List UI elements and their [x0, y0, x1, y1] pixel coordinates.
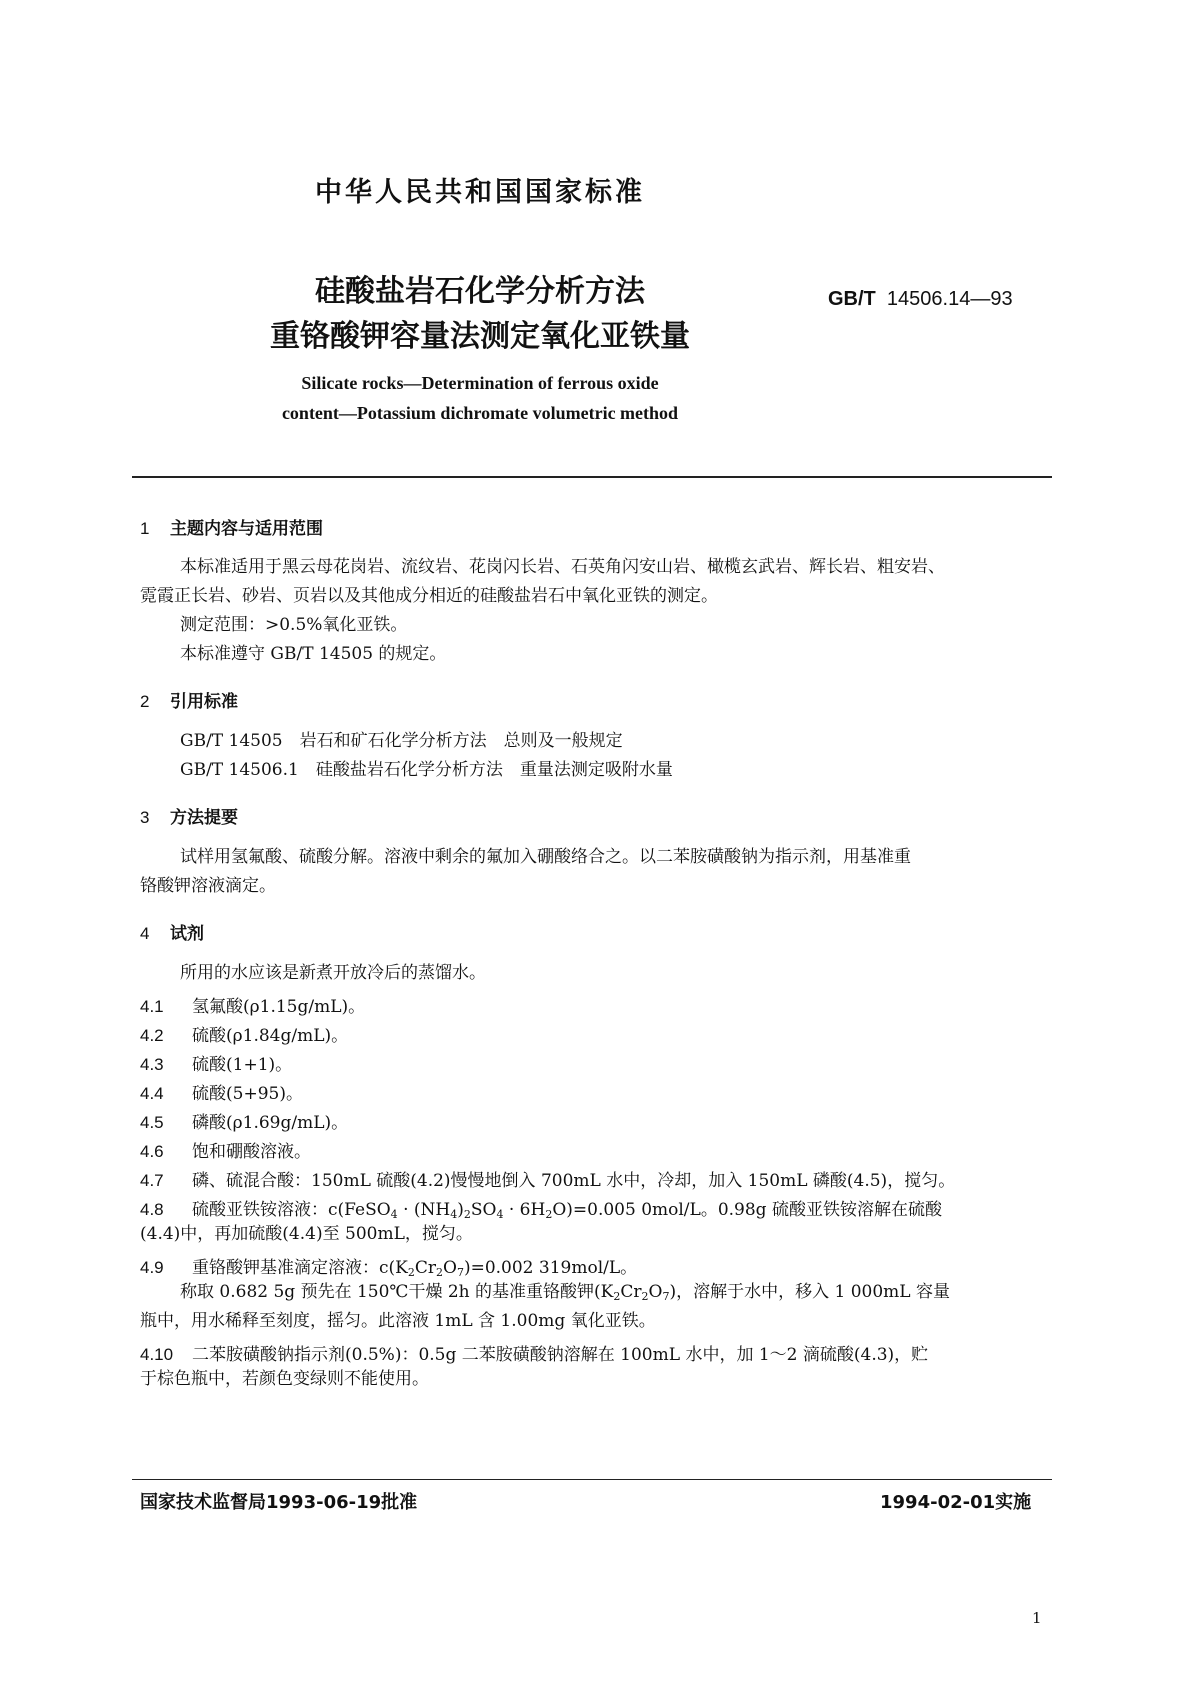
reagent-item: 4.5 磷酸(ρ1.69g/mL)。: [140, 1113, 349, 1133]
section-1-compliance: 本标准遵守 GB/T 14505 的规定。: [180, 644, 447, 664]
reagent-item-4-9: 4.9 重铬酸钾基准滴定溶液：$c(K_2Cr_2O_7)=0.002$ 319mol/L。: [140, 1258, 638, 1279]
section-2-heading: 2 引用标准: [140, 692, 238, 712]
title-chinese-line2: 重铬酸钾容量法测定氧化亚铁量: [270, 319, 690, 354]
reference-1: GB/T 14505 岩石和矿石化学分析方法 总则及一般规定: [180, 731, 623, 751]
reagent-item: 4.4 硫酸(5+95)。: [140, 1084, 303, 1104]
reagent-item: 4.6 饱和硼酸溶液。: [140, 1142, 311, 1162]
section-1-para1-line1: 本标准适用于黑云母花岗岩、流纹岩、花岗闪长岩、石英角闪安山岩、橄榄玄武岩、辉长岩、粗安岩、: [180, 557, 945, 577]
reagent-item: 4.1 氢氟酸(ρ1.15g/mL)。: [140, 997, 366, 1017]
approval-date: 国家技术监督局1993-06-19批准: [140, 1492, 418, 1513]
reagent-item-4-10-line2: 于棕色瓶中，若颜色变绿则不能使用。: [140, 1369, 429, 1389]
section-1-range: 测定范围：>0.5%氧化亚铁。: [180, 615, 408, 635]
title-english-line1: Silicate rocks—Determination of ferrous oxide: [301, 373, 659, 393]
reagent-item-4-10: 4.10 二苯胺磺酸钠指示剂(0.5%)：0.5g 二苯胺磺酸钠溶解在 100mL 水中，加 1～2 滴硫酸(4.3)，贮: [140, 1345, 929, 1365]
standard-number: GB/T 14506.14—93: [828, 288, 1013, 310]
reagent-item-4-9-line3: 瓶中，用水稀释至刻度，摇匀。此溶液 1mL 含 1.00mg 氧化亚铁。: [140, 1311, 656, 1331]
section-4-heading: 4 试剂: [140, 924, 204, 944]
reagent-item: 4.2 硫酸(ρ1.84g/mL)。: [140, 1026, 349, 1046]
section-4-intro: 所用的水应该是新煮开放冷后的蒸馏水。: [180, 963, 486, 983]
reagent-item-4-9-line2: 称取 0.682 5g 预先在 150℃干燥 2h 的基准重铬酸钾$(K_2Cr_2O_7)$，溶解于水中，移入 1 000mL 容量: [180, 1282, 950, 1303]
section-3-heading: 3 方法提要: [140, 808, 238, 828]
section-1-para1-line2: 霓霞正长岩、砂岩、页岩以及其他成分相近的硅酸盐岩石中氧化亚铁的测定。: [140, 586, 718, 606]
title-chinese-line1: 硅酸盐岩石化学分析方法: [315, 274, 645, 309]
national-standard-heading: 中华人民共和国国家标准: [315, 177, 645, 208]
reference-2: GB/T 14506.1 硅酸盐岩石化学分析方法 重量法测定吸附水量: [180, 760, 673, 780]
title-english-line2: content—Potassium dichromate volumetric method: [281, 403, 679, 423]
section-3-para-line2: 铬酸钾溶液滴定。: [140, 876, 276, 896]
reagent-item: 4.7 磷、硫混合酸：150mL 硫酸(4.2)慢慢地倒入 700mL 水中，冷却，加入 150mL 磷酸(4.5)，搅匀。: [140, 1171, 956, 1191]
header-divider: [132, 476, 1052, 478]
page-number: 1: [1032, 1609, 1042, 1627]
reagent-item: 4.3 硫酸(1+1)。: [140, 1055, 293, 1075]
reagent-item-4-8: 4.8 硫酸亚铁铵溶液：c(FeSO$_4$ · $(NH_4)_2SO_4 \cdot 6H_2O)=0.005$ 0mol/L。0.98g 硫酸亚铁铵溶解在硫酸: [140, 1200, 942, 1221]
reagent-item-4-8-line2: (4.4)中，再加硫酸(4.4)至 500mL，搅匀。: [140, 1224, 473, 1244]
effective-date: 1994-02-01实施: [880, 1492, 1032, 1513]
section-1-heading: 1 主题内容与适用范围: [140, 519, 323, 539]
footer-divider: [132, 1479, 1052, 1480]
section-3-para-line1: 试样用氢氟酸、硫酸分解。溶液中剩余的氟加入硼酸络合之。以二苯胺磺酸钠为指示剂，用基准重: [180, 847, 911, 867]
